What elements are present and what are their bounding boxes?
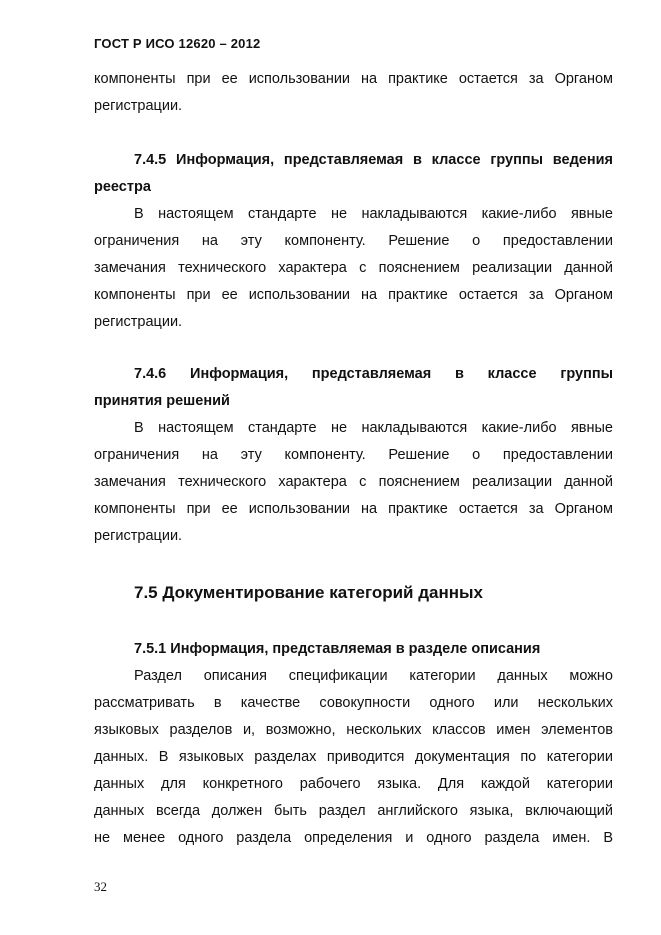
paragraph-line: замечания технического характера с пояснением реализации данной: [94, 474, 613, 490]
paragraph-line: языковых разделов и, возможно, нескольких классов имен элементов: [94, 722, 613, 738]
paragraph-line: компоненты при ее использовании на практике остается за Органом: [94, 287, 613, 303]
heading-line: 7.4.5 Информация, представляемая в классе группы ведения: [134, 152, 613, 168]
paragraph-line: рассматривать в качестве совокупности одного или нескольких: [94, 695, 613, 711]
page-header: ГОСТ Р ИСО 12620 – 2012: [94, 36, 261, 51]
paragraph-line: компоненты при ее использовании на практике остается за Органом: [94, 71, 613, 87]
paragraph-line: В настоящем стандарте не накладываются какие-либо явные: [134, 206, 613, 222]
paragraph-line: ограничения на эту компоненту. Решение о предоставлении: [94, 233, 613, 249]
paragraph-line: данных для конкретного рабочего языка. Для каждой категории: [94, 776, 613, 792]
paragraph-line: регистрации.: [94, 314, 183, 330]
paragraph-line: Раздел описания спецификации категории данных можно: [134, 668, 613, 684]
paragraph-line: компоненты при ее использовании на практике остается за Органом: [94, 501, 613, 517]
paragraph-line: регистрации.: [94, 98, 183, 114]
paragraph-line: ограничения на эту компоненту. Решение о предоставлении: [94, 447, 613, 463]
page-number: 32: [94, 879, 107, 894]
paragraph-line: данных. В языковых разделах приводится документация по категории: [94, 749, 613, 765]
paragraph-line: данных всегда должен быть раздел английского языка, включающий: [94, 803, 613, 819]
heading-line: 7.4.6 Информация, представляемая в классе группы: [134, 366, 613, 382]
heading-line: реестра: [94, 179, 151, 195]
paragraph-line: не менее одного раздела определения и одного раздела имен. В: [94, 830, 613, 846]
paragraph-line: замечания технического характера с пояснением реализации данной: [94, 260, 613, 276]
section-heading-7-5-1: 7.5.1 Информация, представляемая в разделе описания: [134, 641, 541, 657]
heading-line: принятия решений: [94, 393, 230, 409]
section-title-7-5: 7.5 Документирование категорий данных: [134, 583, 483, 602]
paragraph-line: регистрации.: [94, 528, 183, 544]
paragraph-line: В настоящем стандарте не накладываются какие-либо явные: [134, 420, 613, 436]
